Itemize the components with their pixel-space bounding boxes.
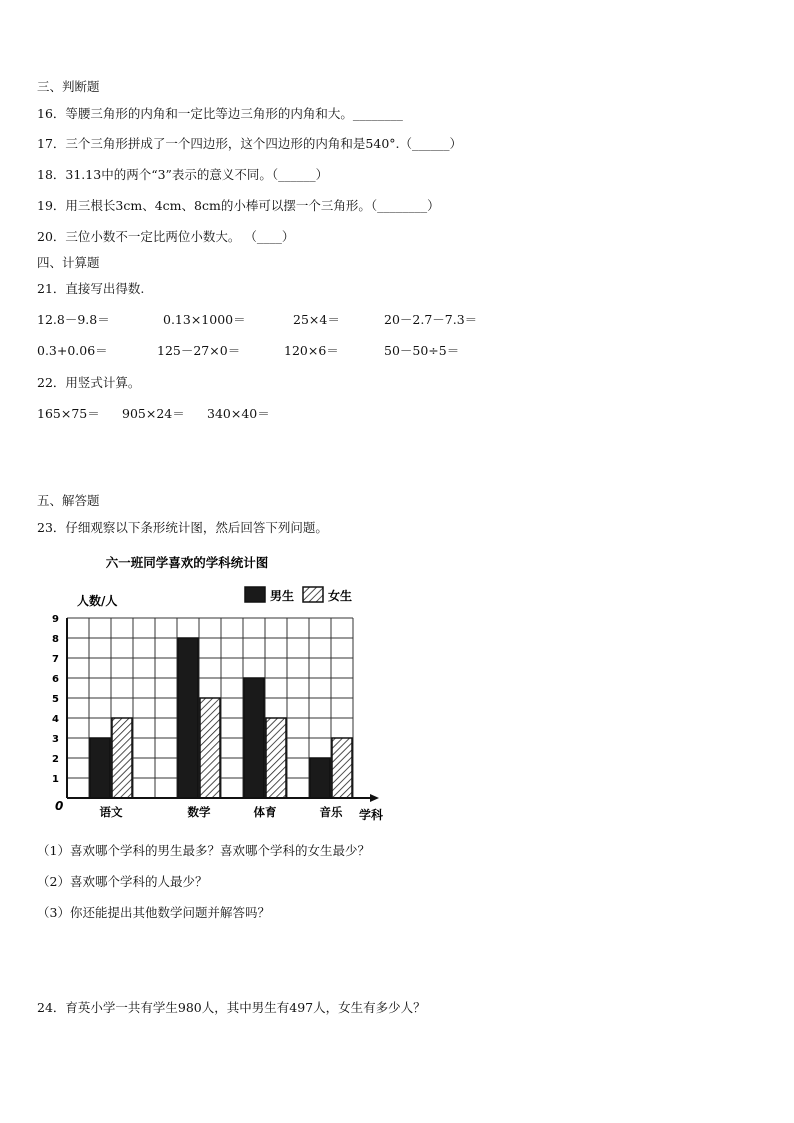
x-axis-label: 学科: [359, 808, 384, 822]
question-18: 18．31.13中的两个“3”表示的意义不同。（______）: [37, 167, 329, 182]
bar-chart: [37, 548, 397, 828]
vertical-calc-item: 905×24＝: [122, 406, 185, 421]
question-23-sub2: （2）喜欢哪个学科的人最少？: [37, 874, 208, 889]
x-tick-label: 语文: [99, 805, 123, 819]
question-22: 22．用竖式计算。: [37, 375, 141, 390]
y-tick-label: 9: [52, 614, 59, 625]
legend-swatch: [245, 587, 265, 602]
calc-item: 120×6＝: [284, 343, 339, 358]
section-5-title: 五、解答题: [37, 493, 100, 508]
y-tick-label: 6: [52, 674, 59, 685]
calc-item: 25×4＝: [293, 312, 340, 327]
x-axis-arrow: [370, 794, 379, 802]
bar-girls: [112, 718, 132, 798]
y-tick-label: 4: [52, 714, 59, 725]
bar-boys: [90, 738, 110, 798]
bar-boys: [244, 678, 264, 798]
x-tick-label: 音乐: [319, 805, 343, 819]
question-23: 23．仔细观察以下条形统计图，然后回答下列问题。: [37, 520, 328, 535]
question-23-sub3: （3）你还能提出其他数学问题并解答吗？: [37, 905, 270, 920]
y-tick-label: 1: [52, 774, 59, 785]
bar-girls: [266, 718, 286, 798]
vertical-calc-item: 165×75＝: [37, 406, 100, 421]
legend-label: 男生: [270, 589, 295, 603]
y-axis-label: 人数/人: [77, 594, 118, 608]
chart-title: 六一班同学喜欢的学科统计图: [105, 555, 269, 570]
question-20: 20．三位小数不一定比两位小数大。 （____）: [37, 229, 295, 244]
question-19: 19．用三根长3cm、4cm、8cm的小棒可以摆一个三角形。（________）: [37, 198, 440, 213]
question-21: 21．直接写出得数.: [37, 281, 145, 296]
y-tick-label: 3: [52, 734, 59, 745]
section-3-title: 三、判断题: [37, 79, 100, 94]
y-tick-label: 8: [52, 634, 59, 645]
calc-item: 125－27×0＝: [157, 343, 241, 358]
question-17: 17．三个三角形拼成了一个四边形，这个四边形的内角和是540°.（______）: [37, 136, 462, 151]
bar-boys: [178, 638, 198, 798]
calc-item: 0.3+0.06＝: [37, 343, 108, 358]
calc-item: 20－2.7－7.3＝: [384, 312, 478, 327]
y-tick-label: 7: [52, 654, 59, 665]
bar-girls: [332, 738, 352, 798]
y-tick-label: 2: [52, 754, 59, 765]
calc-item: 12.8－9.8＝: [37, 312, 110, 327]
calc-item: 50－50÷5＝: [384, 343, 460, 358]
x-tick-label: 数学: [187, 805, 211, 819]
bar-boys: [310, 758, 330, 798]
calc-item: 0.13×1000＝: [163, 312, 246, 327]
question-23-sub1: （1）喜欢哪个学科的男生最多？喜欢哪个学科的女生最少？: [37, 843, 370, 858]
question-24: 24．育英小学一共有学生980人，其中男生有497人，女生有多少人？: [37, 1000, 426, 1015]
x-tick-label: 体育: [253, 805, 277, 819]
question-16: 16．等腰三角形的内角和一定比等边三角形的内角和大。________: [37, 106, 403, 121]
origin-label: 0: [55, 799, 64, 813]
legend-swatch: [303, 587, 323, 602]
section-4-title: 四、计算题: [37, 255, 100, 270]
y-tick-label: 5: [52, 694, 59, 705]
vertical-calc-item: 340×40＝: [207, 406, 270, 421]
chart-legend: [245, 587, 352, 603]
bar-girls: [200, 698, 220, 798]
legend-label: 女生: [328, 589, 353, 603]
